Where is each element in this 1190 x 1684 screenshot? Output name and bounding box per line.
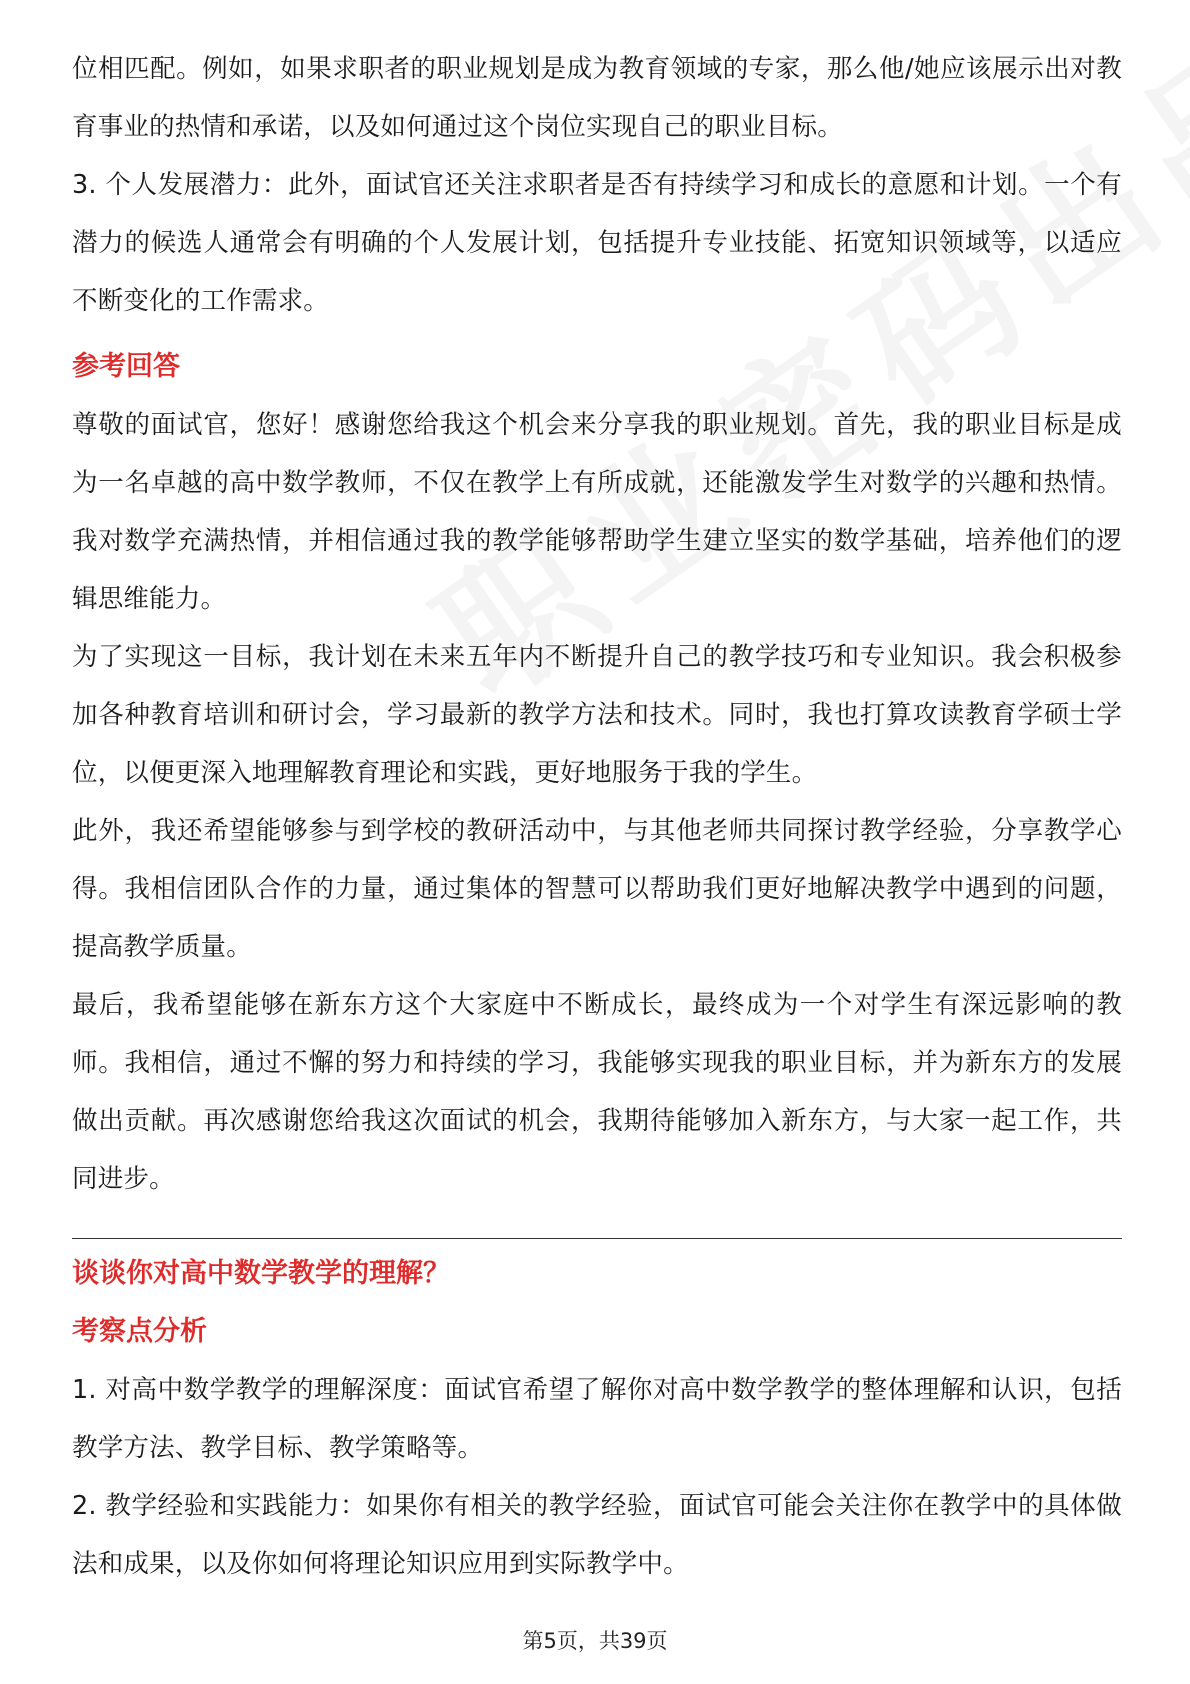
answer-paragraph: 尊敬的面试官，您好！感谢您给我这个机会来分享我的职业规划。首先，我的职业目标是成为一名卓越的高中数学教师，不仅在教学上有所成就，还能激发学生对数学的兴趣和热情。我对数学充满热情，并相信通过我的教学能够帮助学生建立坚实的数学基础，培养他们的逻辑思维能力。: [72, 410, 1122, 614]
page-content: [72, 40, 1122, 1593]
analysis-point: 1. 对高中数学教学的理解深度：面试官希望了解你对高中数学教学的整体理解和认识，包括教学方法、教学目标、教学策略等。: [72, 1375, 1122, 1463]
answer-paragraph: 此外，我还希望能够参与到学校的教研活动中，与其他老师共同探讨教学经验，分享教学心得。我相信团队合作的力量，通过集体的智慧可以帮助我们更好地解决教学中遇到的问题，提高教学质量。: [72, 816, 1122, 962]
analysis-heading: 考察点分析: [72, 1316, 207, 1347]
intro-paragraph: 位相匹配。例如，如果求职者的职业规划是成为教育领域的专家，那么他/她应该展示出对教育事业的热情和承诺，以及如何通过这个岗位实现自己的职业目标。: [72, 54, 1122, 142]
analysis-point: 2. 教学经验和实践能力：如果你有相关的教学经验，面试官可能会关注你在教学中的具体做法和成果，以及你如何将理论知识应用到实际教学中。: [72, 1491, 1122, 1579]
answer-paragraph: 为了实现这一目标，我计划在未来五年内不断提升自己的教学技巧和专业知识。我会积极参加各种教育培训和研讨会，学习最新的教学方法和技术。同时，我也打算攻读教育学硕士学位，以便更深入地理解教育理论和实践，更好地服务于我的学生。: [72, 642, 1122, 788]
answer-paragraph: 最后，我希望能够在新东方这个大家庭中不断成长，最终成为一个对学生有深远影响的教师。我相信，通过不懈的努力和持续的学习，我能够实现我的职业目标，并为新东方的发展做出贡献。再次感谢您给我这次面试的机会，我期待能够加入新东方，与大家一起工作，共同进步。: [72, 990, 1122, 1194]
page-number: 第5页，共39页: [522, 1629, 668, 1653]
reference-answer-heading: 参考回答: [72, 351, 180, 382]
intro-paragraph: 3. 个人发展潜力：此外，面试官还关注求职者是否有持续学习和成长的意愿和计划。一个有潜力的候选人通常会有明确的个人发展计划，包括提升专业技能、拓宽知识领域等，以适应不断变化的工作需求。: [72, 170, 1122, 316]
section-divider: [72, 1238, 1122, 1239]
question-title: 谈谈你对高中数学教学的理解？: [72, 1258, 450, 1289]
